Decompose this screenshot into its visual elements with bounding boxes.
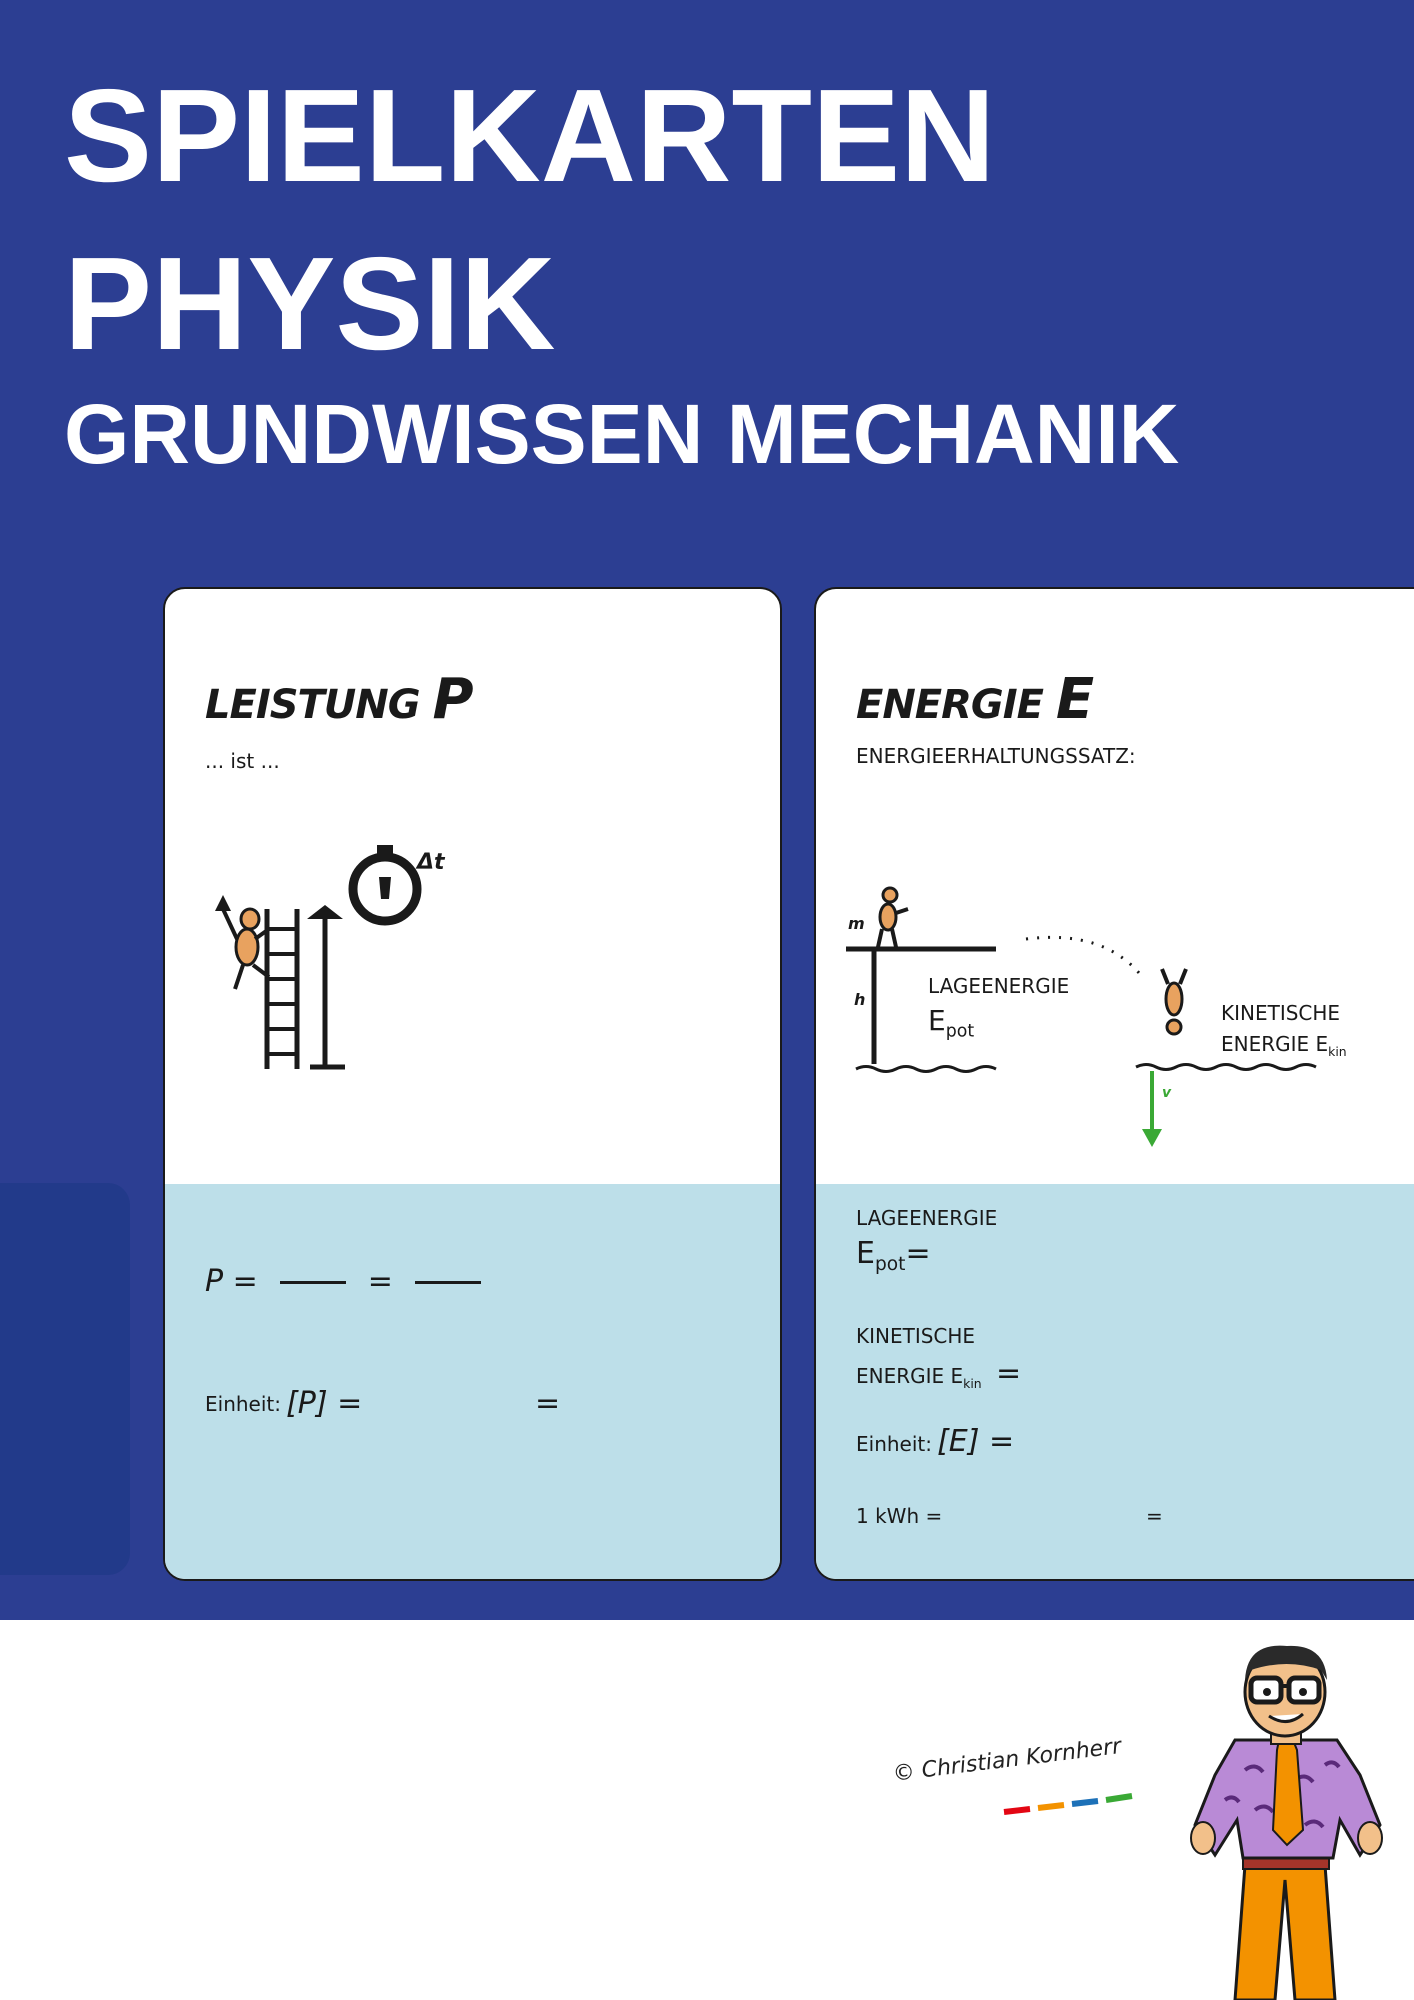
epot-formula: $E_{pot}=$ — [856, 1236, 931, 1275]
author-credit: © Christian Kornherr — [891, 1734, 1123, 1787]
lageenergie-label: LAGEENERGIE — [856, 1206, 998, 1230]
fig-ekin-label: ENERGIE $E_{kin}$ — [1221, 1032, 1347, 1059]
card-energie-answer-panel — [816, 1184, 1414, 1579]
fig-epot-label: $E_{pot}$ — [928, 1004, 975, 1042]
delta-t-label: Δt — [417, 850, 445, 875]
power-formula: P = = — [205, 1264, 503, 1299]
card-energie-title: ENERGIE E — [856, 667, 1094, 732]
kinetische-label: KINETISCHE — [856, 1324, 976, 1348]
subtitle: GRUNDWISSEN MECHANIK — [64, 387, 1180, 481]
svg-text:h: h — [854, 990, 866, 1009]
svg-text:m: m — [848, 914, 865, 933]
power-unit-row: Einheit: [P] = = — [205, 1386, 561, 1421]
card-energie-subtitle: ENERGIEERHALTUNGSSATZ: — [856, 744, 1136, 768]
climber-stopwatch-illustration — [195, 799, 495, 1089]
card-energie — [814, 587, 1414, 1581]
title-line-2: PHYSIK — [64, 230, 556, 377]
author-cartoon-illustration — [1175, 1640, 1400, 2000]
card-leistung-title: LEISTUNG P — [205, 667, 473, 732]
card-leistung — [163, 587, 782, 1581]
fig-lageenergie-label: LAGEENERGIE — [928, 974, 1070, 998]
svg-text:v: v — [1162, 1085, 1172, 1101]
fig-kinetische-label: KINETISCHE — [1221, 1001, 1341, 1025]
card-stack-edge — [0, 1183, 130, 1575]
ekin-formula: ENERGIE $E_{kin}$ = — [856, 1356, 1022, 1391]
card-leistung-answer-panel — [165, 1184, 780, 1579]
title-line-1: SPIELKARTEN — [64, 62, 996, 209]
energy-unit-row: Einheit: [E] = — [856, 1424, 1015, 1459]
card-leistung-intro: ... ist ... — [205, 749, 280, 773]
kwh-row: 1 kWh = = — [856, 1504, 1163, 1528]
credit-color-dashes — [1002, 1786, 1142, 1816]
